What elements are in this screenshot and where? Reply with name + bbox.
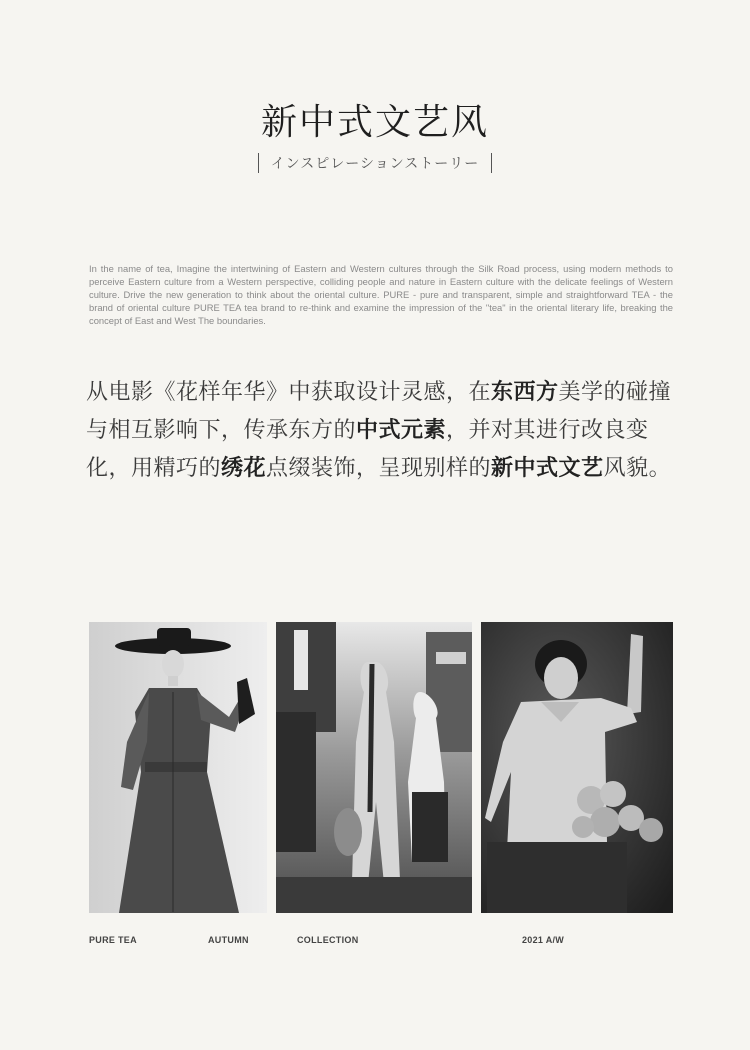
intro-text-2: 美学的碰撞与相互影响下，传承东方的 [86, 380, 672, 443]
intro-bold-3: 绣花 [221, 456, 267, 481]
intro-bold-2: 中式元素 [356, 418, 447, 443]
intro-chinese [86, 374, 681, 488]
photo-hat-woman [89, 622, 267, 913]
divider-right [491, 153, 492, 173]
photo-flower-woman [481, 622, 673, 913]
photo-street-scene [276, 622, 472, 913]
intro-text-1: 从电影《花样年华》中获取设计灵感，在 [86, 380, 492, 405]
intro-bold-1: 东西方 [491, 380, 559, 405]
intro-text-4: 点缀装饰，呈现别样的 [266, 456, 492, 481]
page-subtitle [0, 153, 750, 173]
intro-text-5: 风貌。 [603, 456, 672, 481]
footer-collection: COLLECTION [297, 935, 359, 945]
intro-text-3: ，并对其进行改良变化，用精巧的 [86, 418, 649, 481]
footer-season: AUTUMN [208, 935, 249, 945]
footer-year: 2021 A/W [522, 935, 565, 945]
footer-brand: PURE TEA [89, 935, 137, 945]
intro-english: In the name of tea, Imagine the intertwining of Eastern and Western cultures through the Silk Road process, using modern methods to perceive Eastern culture from a Western perspective, colliding people and nature in Eastern culture with the delicate feelings of Western culture. Drive the new generation to think about the oriental culture. PURE - pure and transparent, simple and straightforward TEA - the brand of oriental culture PURE TEA tea brand to re-think and examine the impression of the "tea" in the oriental literary life, breaking the concept of East and West The boundaries. [89, 263, 673, 326]
intro-bold-4: 新中式文艺 [491, 456, 604, 481]
divider-left [258, 153, 259, 173]
page-title: 新中式文艺风 [260, 102, 489, 143]
subtitle-text: インスピレーションストーリー [270, 156, 480, 172]
